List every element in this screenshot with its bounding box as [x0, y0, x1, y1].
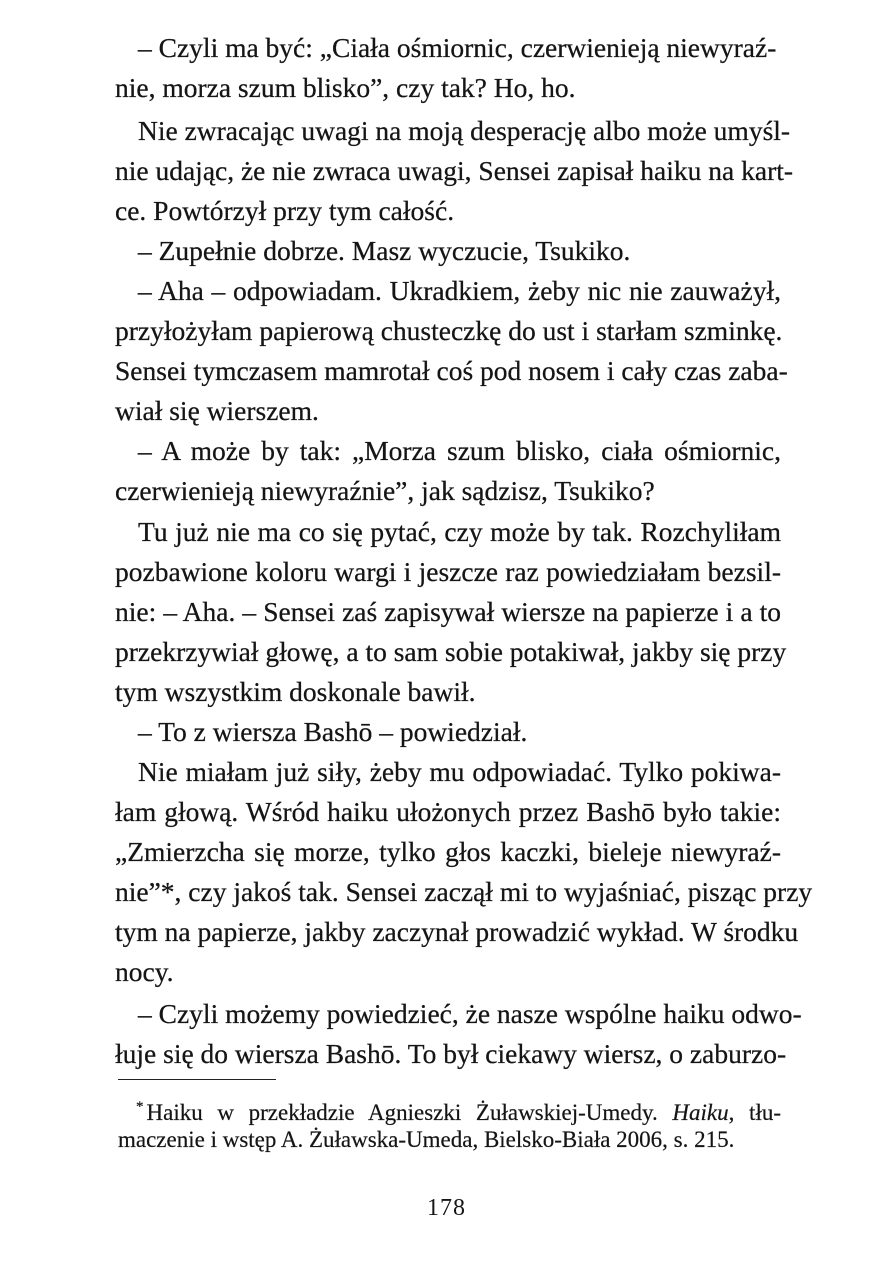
text-line: Sensei tymczasem mamrotał coś pod nosem i cały czas zaba-: [115, 355, 788, 386]
text-line: nie udając, że nie zwraca uwagi, Sensei zapisał haiku na kart-: [115, 155, 794, 186]
text-line: – Czyli możemy powiedzieć, że nasze wspólne haiku odwo-: [138, 998, 802, 1029]
footnote-marker: *: [136, 1099, 144, 1115]
text-line: Tu już nie ma co się pytać, czy może by tak. Rozchyliłam: [138, 516, 781, 547]
text-line: łam głową. Wśród haiku ułożonych przez Bashō było takie:: [115, 796, 781, 827]
text-line: nie”*, czy jakoś tak. Sensei zaczął mi to wyjaśniać, pisząc przy: [115, 876, 813, 907]
text-line: przyłożyłam papierową chusteczkę do ust i starłam szminkę.: [115, 315, 783, 346]
text-line: nocy.: [115, 956, 174, 987]
text-line: Nie miałam już siły, żeby mu odpowiadać. Tylko pokiwa-: [138, 756, 781, 787]
text-line: tym wszystkim doskonale bawił.: [115, 676, 476, 707]
footnote-line: maczenie i wstęp A. Żuławska-Umeda, Bielsko-Biała 2006, s. 215.: [118, 1127, 735, 1152]
footnote-divider: [118, 1079, 276, 1080]
text-line: – Zupełnie dobrze. Masz wyczucie, Tsukiko.: [138, 235, 631, 266]
text-line: łuje się do wiersza Bashō. To był ciekawy wiersz, o zaburzo-: [115, 1038, 787, 1069]
text-line: – Czyli ma być: „Ciała ośmiornic, czerwienieją niewyraź-: [138, 32, 777, 63]
text-line: tym na papierze, jakby zaczynał prowadzić wykład. W środku: [115, 916, 799, 947]
page-number: 178: [427, 1195, 466, 1221]
text-line: Nie zwracając uwagi na moją desperację albo może umyśl-: [138, 115, 791, 146]
text-line: wiał się wierszem.: [115, 395, 319, 426]
text-line: nie, morza szum blisko”, czy tak? Ho, ho.: [115, 72, 576, 103]
text-line: – Aha – odpowiadam. Ukradkiem, żeby nic nie zauważył,: [138, 275, 781, 306]
text-line: – A może by tak: „Morza szum blisko, ciała ośmiornic,: [138, 435, 781, 466]
text-line: „Zmierzcha się morze, tylko głos kaczki, bieleje niewyraź-: [115, 836, 781, 867]
text-line: czerwienieją niewyraźnie”, jak sądzisz, Tsukiko?: [115, 475, 655, 506]
text-line: nie: – Aha. – Sensei zaś zapisywał wiersze na papierze i a to: [115, 596, 781, 627]
footnote-text: Haiku w przekładzie Agnieszki Żuławskiej-Umedy.: [146, 1100, 658, 1125]
text-line: pozbawione koloru wargi i jeszcze raz powiedziałam bezsil-: [115, 556, 781, 587]
text-line: – To z wiersza Bashō – powiedział.: [138, 716, 528, 747]
text-line: przekrzywiał głowę, a to sam sobie potakiwał, jakby się przy: [115, 636, 787, 667]
footnote-text-end: , tłu-: [728, 1100, 781, 1125]
text-line: ce. Powtórzył przy tym całość.: [115, 195, 455, 226]
footnote-title: Haiku: [672, 1100, 729, 1125]
